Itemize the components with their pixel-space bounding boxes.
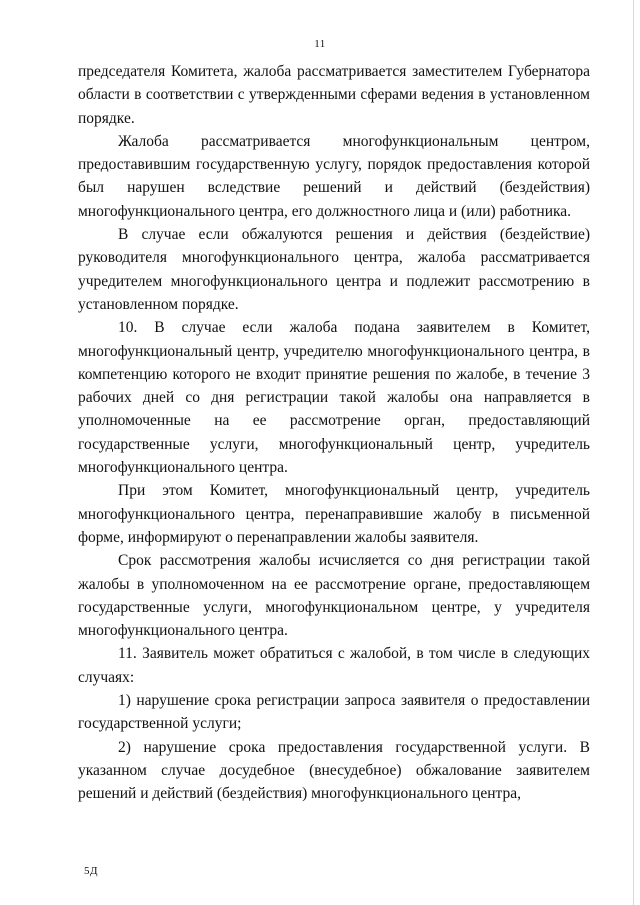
paragraph-mfc-head-complaint: В случае если обжалуются решения и действия (бездействие) руководителя многофункционального центра, жалоба рассматривается учредителем многофункционального центра и подлежит рассмотрению в установленном порядке. [78, 226, 590, 313]
document-body [78, 60, 590, 806]
list-item-2: 2) нарушение срока предоставления государственной услуги. В указанном случае досудебное (внесудебное) обжалование заявителем решений и действий (бездействия) многофункционального центра, [78, 738, 590, 803]
paragraph-mfc-complaint: Жалоба рассматривается многофункциональным центром, предоставившим государственную услугу, порядок предоставления которой был нарушен вследствие решений и действий (бездействия) многофункционального центра, его должностного лица и (или) работника. [78, 132, 590, 220]
paragraph-redirect-notice: При этом Комитет, многофункциональный центр, учредитель многофункционального центра, перенаправившие жалобу в письменной форме, информируют о перенаправлении жалобы заявителя. [78, 482, 590, 546]
page-number: 11 [314, 38, 326, 50]
list-item-1: 1) нарушение срока регистрации запроса заявителя о предоставлении государственной услуги; [78, 692, 590, 733]
paragraph-item-11: 11. Заявитель может обратиться с жалобой, в том числе в следующих случаях: [78, 645, 590, 686]
page-edge [633, 0, 634, 905]
paragraph-item-10: 10. В случае если жалоба подана заявителем в Комитет, многофункциональный центр, учредителю многофункционального центра, в компетенцию которого не входит принятие решения по жалобе, в течение 3 рабочих дней со дня регистрации такой жалобы она направляется в уполномоченные на ее рассмотрение орган, предоставляющий государственные услуги, многофункциональный центр, учредитель многофункционального центра. [78, 319, 590, 477]
paragraph-review-period: Срок рассмотрения жалобы исчисляется со дня регистрации такой жалобы в уполномоченном на ее рассмотрение органе, предоставляющем государственные услуги, многофункциональном центре, у учредителя многофункционального центра. [78, 552, 590, 640]
paragraph-continuation: председателя Комитета, жалоба рассматривается заместителем Губернатора области в соответствии с утвержденными сферами ведения в установленном порядке. [78, 63, 590, 127]
footer-code: 5Д [84, 865, 99, 877]
